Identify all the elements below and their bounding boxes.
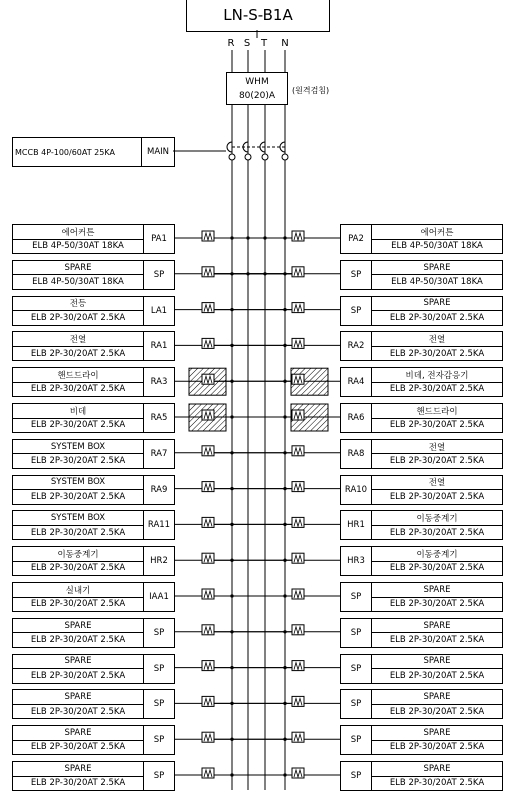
meter-note: (원격검침) bbox=[292, 86, 330, 95]
circuit-code: SP bbox=[341, 762, 372, 790]
circuit-breaker-spec: ELB 2P-30/20AT 2.5KA bbox=[372, 740, 502, 755]
right-circuit-box bbox=[340, 260, 503, 290]
circuit-breaker-spec: ELB 2P-30/20AT 2.5KA bbox=[13, 489, 143, 504]
left-circuit-box bbox=[12, 510, 175, 540]
phase-label-s: S bbox=[243, 38, 251, 49]
circuit-code: SP bbox=[143, 762, 174, 790]
right-circuit-box bbox=[340, 296, 503, 326]
circuit-code: SP bbox=[341, 297, 372, 325]
bus-tap bbox=[283, 344, 286, 347]
circuit-breaker-spec: ELB 2P-30/20AT 2.5KA bbox=[13, 310, 143, 325]
circuit-breaker-spec: ELB 4P-50/30AT 18KA bbox=[372, 239, 502, 254]
bus-tap bbox=[230, 415, 233, 418]
circuit-breaker-spec: ELB 2P-30/20AT 2.5KA bbox=[372, 561, 502, 576]
circuit-load-name: 실내기 bbox=[65, 585, 91, 596]
circuit-breaker-spec: ELB 2P-30/20AT 2.5KA bbox=[13, 346, 143, 361]
left-circuit-box bbox=[12, 296, 175, 326]
circuit-load-name: 전열 bbox=[69, 335, 87, 346]
left-circuit-box bbox=[12, 403, 175, 433]
circuit-load-name: SPARE bbox=[423, 692, 451, 703]
circuit-code: HR2 bbox=[143, 547, 174, 575]
circuit-load-name: SPARE bbox=[423, 262, 451, 273]
circuit-breaker-spec: ELB 2P-30/20AT 2.5KA bbox=[372, 668, 502, 683]
bus-tap bbox=[283, 630, 286, 633]
circuit-breaker-spec: ELB 2P-30/20AT 2.5KA bbox=[13, 632, 143, 647]
bus-tap bbox=[283, 594, 286, 597]
circuit-load-name: SPARE bbox=[64, 262, 92, 273]
circuit-breaker-spec: ELB 2P-30/20AT 2.5KA bbox=[372, 489, 502, 504]
circuit-breaker-spec: ELB 2P-30/20AT 2.5KA bbox=[372, 418, 502, 433]
bus-tap bbox=[283, 559, 286, 562]
right-circuit-box bbox=[340, 475, 503, 505]
meter-label: WHM bbox=[245, 77, 269, 87]
right-circuit-box bbox=[340, 546, 503, 576]
left-circuit-box bbox=[12, 260, 175, 290]
circuit-load-name: 전등 bbox=[69, 299, 87, 310]
circuit-breaker-spec: ELB 2P-30/20AT 2.5KA bbox=[372, 704, 502, 719]
right-circuit-box bbox=[340, 654, 503, 684]
main-breaker-contact bbox=[262, 154, 268, 160]
bus-tap bbox=[283, 308, 286, 311]
circuit-breaker-spec: ELB 2P-30/20AT 2.5KA bbox=[13, 525, 143, 540]
circuit-code: HR1 bbox=[341, 511, 372, 539]
circuit-code: RA7 bbox=[143, 440, 174, 468]
circuit-code: RA6 bbox=[341, 404, 372, 432]
circuit-breaker-spec: ELB 4P-50/30AT 18KA bbox=[13, 274, 143, 289]
circuit-load-name: SPARE bbox=[64, 692, 92, 703]
left-circuit-box bbox=[12, 367, 175, 397]
phase-label-n: N bbox=[281, 38, 289, 49]
circuit-breaker-spec: ELB 2P-30/20AT 2.5KA bbox=[372, 632, 502, 647]
circuit-code: PA1 bbox=[143, 225, 174, 253]
right-circuit-box bbox=[340, 367, 503, 397]
circuit-code: LA1 bbox=[143, 297, 174, 325]
bus-tap bbox=[230, 773, 233, 776]
right-circuit-box bbox=[340, 439, 503, 469]
circuit-breaker-spec: ELB 2P-30/20AT 2.5KA bbox=[13, 776, 143, 791]
circuit-breaker-spec: ELB 2P-30/20AT 2.5KA bbox=[13, 668, 143, 683]
circuit-code: RA3 bbox=[143, 368, 174, 396]
left-circuit-box bbox=[12, 618, 175, 648]
main-breaker-spec: MCCB 4P-100/60AT 25KA bbox=[15, 147, 115, 157]
circuit-code: SP bbox=[143, 655, 174, 683]
bus-tap bbox=[230, 523, 233, 526]
circuit-load-name: SPARE bbox=[64, 656, 92, 667]
circuit-load-name: SPARE bbox=[423, 727, 451, 738]
left-circuit-box bbox=[12, 331, 175, 361]
bus-tap bbox=[283, 773, 286, 776]
circuit-load-name: SYSTEM BOX bbox=[50, 441, 106, 452]
bus-tap bbox=[283, 666, 286, 669]
circuit-load-name: 비데, 전자감응기 bbox=[405, 370, 469, 381]
circuit-load-name: SPARE bbox=[423, 656, 451, 667]
circuit-breaker-spec: ELB 2P-30/20AT 2.5KA bbox=[13, 597, 143, 612]
circuit-code: SP bbox=[341, 726, 372, 754]
bus-tap bbox=[283, 702, 286, 705]
left-circuit-box bbox=[12, 582, 175, 612]
circuit-code: SP bbox=[143, 619, 174, 647]
circuit-code: SP bbox=[341, 583, 372, 611]
panel-title: LN-S-B1A bbox=[186, 0, 330, 32]
main-breaker-contact bbox=[282, 154, 288, 160]
bus-tap bbox=[283, 415, 286, 418]
circuit-breaker-spec: ELB 2P-30/20AT 2.5KA bbox=[372, 382, 502, 397]
circuit-breaker-spec: ELB 2P-30/20AT 2.5KA bbox=[372, 346, 502, 361]
right-circuit-box bbox=[340, 331, 503, 361]
right-circuit-box bbox=[340, 403, 503, 433]
left-circuit-box bbox=[12, 654, 175, 684]
bus-tap bbox=[246, 236, 249, 239]
circuit-load-name: SPARE bbox=[64, 763, 92, 774]
main-breaker-contact bbox=[245, 154, 251, 160]
circuit-code: RA1 bbox=[143, 332, 174, 360]
circuit-code: SP bbox=[143, 690, 174, 718]
circuit-load-name: SPARE bbox=[64, 727, 92, 738]
circuit-load-name: 이동중계기 bbox=[416, 549, 458, 560]
bus-tap bbox=[230, 344, 233, 347]
circuit-code: SP bbox=[341, 690, 372, 718]
watt-hour-meter bbox=[226, 72, 288, 105]
left-circuit-box bbox=[12, 761, 175, 791]
bus-tap bbox=[230, 380, 233, 383]
bus-tap bbox=[283, 487, 286, 490]
right-circuit-box bbox=[340, 761, 503, 791]
circuit-breaker-spec: ELB 2P-30/20AT 2.5KA bbox=[372, 453, 502, 468]
right-circuit-box bbox=[340, 510, 503, 540]
bus-tap bbox=[230, 272, 233, 275]
bus-tap bbox=[283, 380, 286, 383]
main-breaker-arc bbox=[227, 142, 232, 152]
bus-tap bbox=[283, 523, 286, 526]
bus-tap bbox=[230, 451, 233, 454]
circuit-load-name: 비데 bbox=[69, 406, 87, 417]
circuit-code: SP bbox=[341, 619, 372, 647]
bus-tap bbox=[283, 236, 286, 239]
bus-tap bbox=[283, 451, 286, 454]
left-circuit-box bbox=[12, 439, 175, 469]
circuit-breaker-spec: ELB 4P-50/30AT 18KA bbox=[372, 274, 502, 289]
circuit-breaker-spec: ELB 2P-30/20AT 2.5KA bbox=[13, 453, 143, 468]
circuit-load-name: 이동중계기 bbox=[416, 514, 458, 525]
circuit-code: SP bbox=[341, 655, 372, 683]
circuit-breaker-spec: ELB 2P-30/20AT 2.5KA bbox=[372, 597, 502, 612]
circuit-code: RA9 bbox=[143, 476, 174, 504]
circuit-load-name: 전열 bbox=[428, 478, 446, 489]
left-circuit-box bbox=[12, 475, 175, 505]
circuit-load-name: SPARE bbox=[423, 763, 451, 774]
circuit-code: SP bbox=[143, 261, 174, 289]
meter-rating: 80(20)A bbox=[238, 91, 276, 101]
bus-tap bbox=[283, 738, 286, 741]
bus-tap bbox=[230, 308, 233, 311]
circuit-load-name: SPARE bbox=[423, 298, 451, 309]
bus-tap bbox=[230, 236, 233, 239]
right-circuit-box bbox=[340, 689, 503, 719]
bus-tap bbox=[283, 272, 286, 275]
phase-label-r: R bbox=[227, 38, 235, 49]
main-breaker-code: MAIN bbox=[141, 138, 174, 166]
left-circuit-box bbox=[12, 689, 175, 719]
right-circuit-box bbox=[340, 618, 503, 648]
circuit-load-name: 전열 bbox=[428, 335, 446, 346]
bus-tap bbox=[230, 630, 233, 633]
circuit-breaker-spec: ELB 2P-30/20AT 2.5KA bbox=[13, 740, 143, 755]
main-breaker-contact bbox=[229, 154, 235, 160]
circuit-code: SP bbox=[341, 261, 372, 289]
right-circuit-box bbox=[340, 224, 503, 254]
circuit-load-name: 에어커튼 bbox=[61, 227, 95, 238]
circuit-code: RA5 bbox=[143, 404, 174, 432]
circuit-code: RA2 bbox=[341, 332, 372, 360]
phase-label-t: T bbox=[260, 38, 268, 49]
left-circuit-box bbox=[12, 224, 175, 254]
circuit-code: RA8 bbox=[341, 440, 372, 468]
bus-tap bbox=[230, 487, 233, 490]
circuit-load-name: SPARE bbox=[423, 584, 451, 595]
bus-tap bbox=[263, 236, 266, 239]
bus-tap bbox=[230, 702, 233, 705]
right-circuit-box bbox=[340, 582, 503, 612]
circuit-load-name: 이동중계기 bbox=[57, 549, 99, 560]
circuit-breaker-spec: ELB 2P-30/20AT 2.5KA bbox=[13, 704, 143, 719]
circuit-breaker-spec: ELB 2P-30/20AT 2.5KA bbox=[372, 310, 502, 325]
bus-tap bbox=[246, 272, 249, 275]
right-circuit-box bbox=[340, 725, 503, 755]
circuit-load-name: SYSTEM BOX bbox=[50, 513, 106, 524]
circuit-load-name: 전열 bbox=[428, 442, 446, 453]
circuit-breaker-spec: ELB 2P-30/20AT 2.5KA bbox=[13, 382, 143, 397]
circuit-breaker-spec: ELB 2P-30/20AT 2.5KA bbox=[372, 525, 502, 540]
circuit-breaker-spec: ELB 4P-50/30AT 18KA bbox=[13, 239, 143, 254]
left-circuit-box bbox=[12, 725, 175, 755]
circuit-breaker-spec: ELB 2P-30/20AT 2.5KA bbox=[13, 418, 143, 433]
bus-tap bbox=[230, 594, 233, 597]
circuit-load-name: SYSTEM BOX bbox=[50, 477, 106, 488]
bus-tap bbox=[230, 559, 233, 562]
circuit-load-name: 에어커튼 bbox=[420, 227, 454, 238]
circuit-code: RA4 bbox=[341, 368, 372, 396]
circuit-load-name: SPARE bbox=[64, 620, 92, 631]
circuit-code: HR3 bbox=[341, 547, 372, 575]
circuit-load-name: 핸드드라이 bbox=[416, 406, 458, 417]
bus-tap bbox=[263, 272, 266, 275]
circuit-code: PA2 bbox=[341, 225, 372, 253]
left-circuit-box bbox=[12, 546, 175, 576]
bus-tap bbox=[230, 666, 233, 669]
circuit-code: RA10 bbox=[341, 476, 372, 504]
circuit-code: IAA1 bbox=[143, 583, 174, 611]
circuit-breaker-spec: ELB 2P-30/20AT 2.5KA bbox=[372, 776, 502, 791]
bus-tap bbox=[230, 738, 233, 741]
circuit-load-name: SPARE bbox=[423, 620, 451, 631]
circuit-load-name: 핸드드라이 bbox=[57, 370, 99, 381]
main-breaker-box bbox=[12, 137, 175, 167]
circuit-code: SP bbox=[143, 726, 174, 754]
circuit-code: RA11 bbox=[143, 511, 174, 539]
circuit-breaker-spec: ELB 2P-30/20AT 2.5KA bbox=[13, 561, 143, 576]
